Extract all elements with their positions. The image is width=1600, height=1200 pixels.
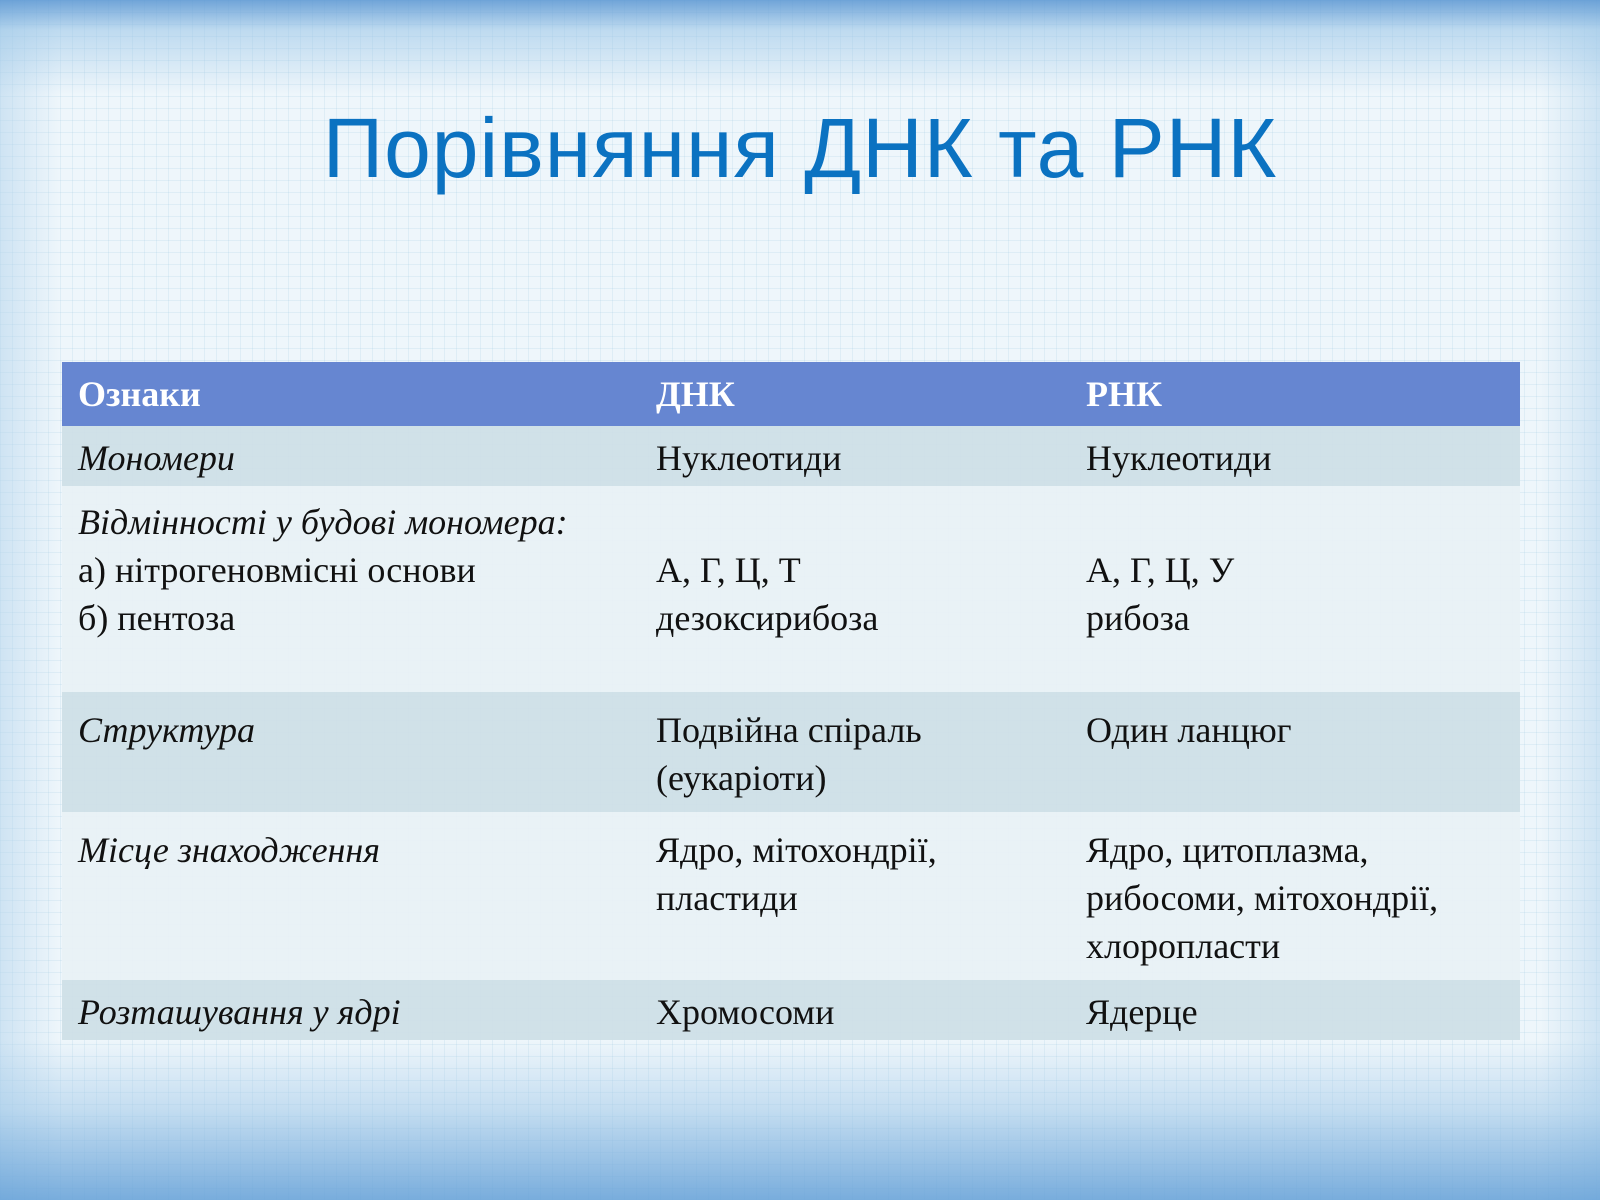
table-row-monomers	[62, 426, 1520, 486]
feature-label: Місце знаходження	[78, 830, 381, 870]
header-rna: РНК	[1070, 362, 1520, 426]
feature-cell	[62, 692, 640, 812]
header-dna: ДНК	[640, 362, 1070, 426]
rna-value-bases: А, Г, Ц, У	[1086, 550, 1235, 590]
dna-value-line-2: пластиди	[656, 878, 798, 918]
table-row-monomer-differences	[62, 486, 1520, 692]
dna-cell	[640, 980, 1070, 1040]
feature-label-bases: а) нітрогеновмісні основи	[78, 550, 476, 590]
dna-cell	[640, 812, 1070, 980]
dna-value-line-2: (еукаріоти)	[656, 758, 827, 798]
feature-label: Структура	[78, 710, 255, 750]
rna-cell	[1070, 812, 1520, 980]
comparison-table	[62, 362, 1520, 1040]
rna-cell	[1070, 486, 1520, 692]
table-row-location	[62, 812, 1520, 980]
dna-value-bases: А, Г, Ц, Т	[656, 550, 801, 590]
feature-label-pentose: б) пентоза	[78, 598, 236, 638]
dna-value: Нуклеотиди	[656, 438, 842, 478]
slide-title: Порівняння ДНК та РНК	[322, 101, 1278, 195]
rna-value: Нуклеотиди	[1086, 438, 1272, 478]
rna-value-pentose: рибоза	[1086, 598, 1190, 638]
feature-cell	[62, 812, 640, 980]
rna-value: Один ланцюг	[1086, 710, 1292, 750]
table-header-row	[62, 362, 1520, 426]
header-features: Ознаки	[62, 362, 640, 426]
rna-value-line-2: рибосоми, мітохондрії,	[1086, 878, 1439, 918]
dna-cell	[640, 692, 1070, 812]
dna-cell	[640, 486, 1070, 692]
table-row-structure	[62, 692, 1520, 812]
feature-label: Мономери	[78, 438, 235, 478]
feature-cell	[62, 426, 640, 486]
rna-cell	[1070, 692, 1520, 812]
rna-cell	[1070, 426, 1520, 486]
dna-value-line-1: Ядро, мітохондрії,	[656, 830, 937, 870]
feature-cell	[62, 980, 640, 1040]
rna-value: Ядерце	[1086, 992, 1198, 1032]
dna-value: Хромосоми	[656, 992, 835, 1032]
table-row-nucleus-location	[62, 980, 1520, 1040]
dna-value-line-1: Подвійна спіраль	[656, 710, 922, 750]
feature-cell	[62, 486, 640, 692]
dna-value-pentose: дезоксирибоза	[656, 598, 879, 638]
rna-cell	[1070, 980, 1520, 1040]
dna-cell	[640, 426, 1070, 486]
rna-value-line-3: хлоропласти	[1086, 926, 1281, 966]
feature-heading: Відмінності у будові мономера:	[78, 502, 568, 542]
feature-label: Розташування у ядрі	[78, 992, 401, 1032]
rna-value-line-1: Ядро, цитоплазма,	[1086, 830, 1369, 870]
